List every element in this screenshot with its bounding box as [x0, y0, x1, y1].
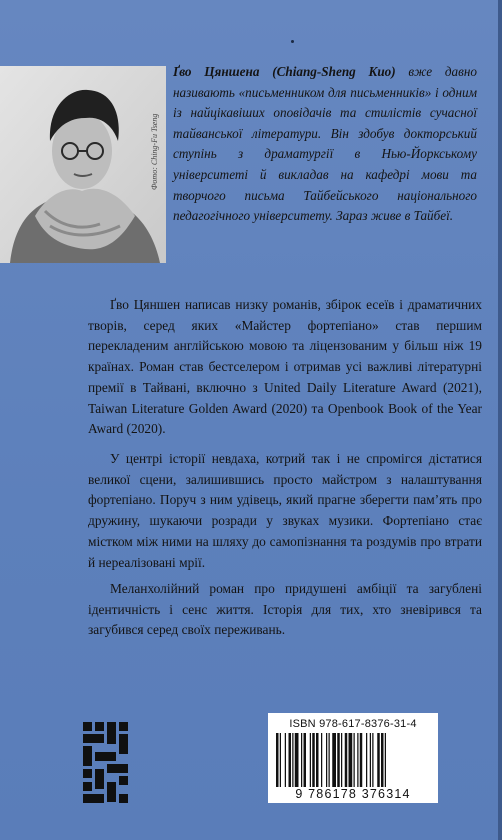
barcode-bars	[274, 733, 432, 787]
barcode-bar	[370, 733, 371, 787]
barcode-bar	[341, 733, 342, 787]
barcode-bar	[377, 733, 380, 787]
publisher-logo	[83, 722, 133, 809]
barcode-bar	[285, 733, 286, 787]
barcode-bar	[280, 733, 281, 787]
barcode-bar	[385, 733, 386, 787]
barcode-bar	[337, 733, 340, 787]
barcode-bar	[312, 733, 315, 787]
author-photo	[0, 66, 166, 263]
barcode-bar	[292, 733, 293, 787]
barcode-bar	[360, 733, 363, 787]
barcode-bar	[326, 733, 327, 787]
author-bio-text: вже давно називають «письменником для письменників» і одним із найцікавіших оповідачів та стилістів сучасної тайванської літератури. Він здобув докторський ступінь з драматургії в Нью-Йоркському університеті й викладав на кафедрі мови та творчого письма Тайбейського національного педагогічного університету. Зараз живе в Тайбеї.	[173, 64, 477, 224]
isbn-label: ISBN 978-617-8376-31-4	[289, 718, 417, 730]
barcode-bar	[381, 733, 384, 787]
barcode-bar	[301, 733, 302, 787]
barcode-bar	[332, 733, 336, 787]
decorative-dot	[291, 40, 294, 43]
barcode-bar	[289, 733, 292, 787]
description-paragraph-1: Ґво Цяншен написав низку романів, збірок есеїв і драматичних творів, серед яких «Майстер фортепіано» став першим перекладеним англійською мовою та ліцензованим у більш ніж 19 країнах. Роман став бестселером і отримав усі важливі літературні премії в Тайвані, включно з United Daily Literature Award (2021), Taiwan Literature Golden Award (2020) та Openbook Book of the Year Award (2020).	[88, 297, 482, 437]
barcode-bar	[357, 733, 358, 787]
barcode-bar	[304, 733, 307, 787]
photo-credit: Фото: Ching-Fu Tseng	[150, 113, 159, 190]
description-paragraph-3: Меланхолійний роман про придушені амбіції та загублені ідентичність і сенс життя. Історія для тих, хто зневірився та загубився серед своїх переживань.	[88, 581, 482, 638]
barcode-bar	[372, 733, 373, 787]
barcode-bar	[354, 733, 355, 787]
barcode-bar	[366, 733, 367, 787]
barcode-bar	[295, 733, 299, 787]
barcode-bar	[316, 733, 319, 787]
barcode-bar	[276, 733, 279, 787]
description-paragraph-2: У центрі історії невдаха, котрий так і не спромігся дістатися великої сцени, залишившись просто майстром з налаштування фортепіано. Поруч з ним удівець, який прагне зберегти пам’ять про дружину, шукаючи розради у звуках музики. Фортепіано стає містком між ними на шляху до самопізнання та роздумів про втрати й нереалізовані мрії.	[88, 451, 482, 570]
cover-edge	[498, 0, 502, 840]
author-name: Ґво Цяншена (Chiang-Sheng Kuo)	[173, 64, 396, 79]
barcode-bar	[345, 733, 348, 787]
barcode	[268, 713, 438, 803]
author-bio	[173, 62, 477, 227]
barcode-bar	[329, 733, 330, 787]
barcode-bar	[321, 733, 322, 787]
barcode-bar	[310, 733, 311, 787]
barcode-bar	[349, 733, 353, 787]
barcode-digits: 9 786178 376314	[295, 787, 411, 801]
